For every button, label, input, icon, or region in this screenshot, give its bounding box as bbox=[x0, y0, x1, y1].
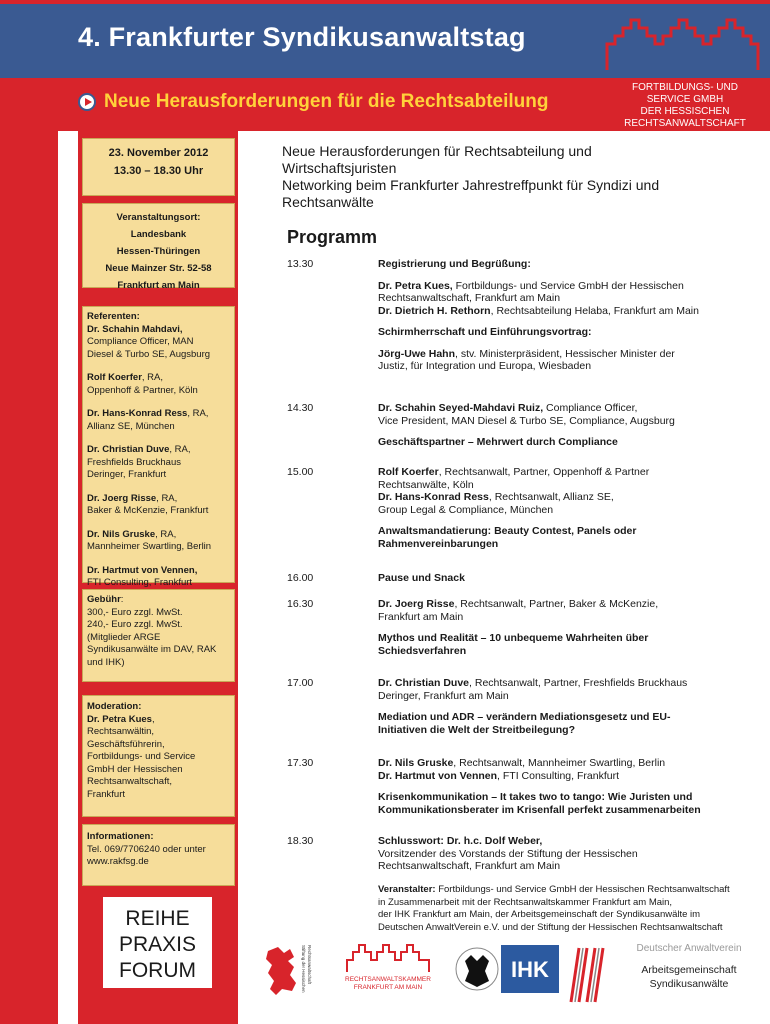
referent-name: Dr. Hans-Konrad Ress bbox=[87, 408, 188, 419]
program-details bbox=[378, 258, 748, 373]
dav-title bbox=[619, 963, 759, 991]
referent-line: Diesel & Turbo SE, Augsburg bbox=[87, 348, 211, 360]
moderation-line: Rechtsanwaltschaft, bbox=[87, 776, 173, 787]
date-box bbox=[82, 138, 235, 196]
veranstalter-line: in Zusammenarbeit mit der Rechtsanwaltskammer Frankfurt am Main, bbox=[378, 896, 673, 908]
veranstalter-block bbox=[378, 884, 763, 934]
referent-name: Dr. Schahin Mahdavi bbox=[87, 323, 180, 335]
intro-line: Wirtschaftsjuristen bbox=[282, 160, 397, 176]
program-spacer bbox=[378, 427, 748, 436]
referent-entry bbox=[87, 372, 230, 385]
referent-suffix: , RA, bbox=[156, 492, 178, 504]
venue-box bbox=[82, 203, 235, 291]
program-text: , Rechtsanwalt, Mannheimer Swartling, Berlin bbox=[453, 757, 666, 769]
program-bold: Dr. Schahin Seyed-Mahdavi Ruiz, bbox=[378, 402, 544, 414]
dav-line: Arbeitsgemeinschaft bbox=[641, 964, 737, 976]
program-bold: Dr. Petra Kues, bbox=[378, 279, 453, 292]
program-text: , stv. Ministerpräsident, Hessischer Minister der bbox=[455, 347, 675, 360]
left-red-edge bbox=[0, 0, 58, 1024]
program-bold: Rahmenvereinbarungen bbox=[378, 537, 499, 550]
program-line bbox=[378, 677, 748, 690]
program-details bbox=[378, 677, 748, 736]
program-line bbox=[378, 504, 748, 517]
venue-label: Veranstaltungsort: bbox=[116, 212, 201, 223]
organizer-block bbox=[600, 78, 770, 131]
veranstalter-label: Veranstalter: bbox=[378, 884, 436, 895]
program-text: , Rechtsanwalt, Partner, Freshfields Bruckhaus bbox=[469, 677, 688, 689]
lion-caption: Rechtsanwaltschaft bbox=[307, 945, 312, 985]
program-line bbox=[378, 724, 748, 737]
referent-entry bbox=[87, 565, 230, 578]
program-line bbox=[378, 848, 748, 861]
program-line bbox=[378, 757, 748, 770]
referent-name: Rolf Koerfer bbox=[87, 372, 142, 383]
page-subtitle: Neue Herausforderungen für die Rechtsabteilung bbox=[104, 91, 549, 112]
program-bold: Mythos und Realität – 10 unbequeme Wahrheiten über bbox=[378, 632, 649, 644]
program-bold: Dr. Hans-Konrad Ress bbox=[378, 491, 489, 503]
program-line bbox=[378, 572, 748, 585]
fee-line: (Mitglieder ARGE bbox=[87, 631, 161, 643]
fee-line: 300,- Euro zzgl. MwSt. bbox=[87, 606, 183, 618]
fee-line: Syndikusanwälte im DAV, RAK bbox=[87, 644, 217, 655]
intro-line: Neue Herausforderungen für Rechtsabteilung und bbox=[282, 143, 592, 159]
moderation-line: Rechtsanwältin, bbox=[87, 726, 155, 737]
program-line bbox=[378, 645, 748, 658]
referent-line: Deringer, Frankfurt bbox=[87, 469, 167, 480]
referent-line: Baker & McKenzie, Frankfurt bbox=[87, 505, 209, 516]
referent-line: FTI Consulting, Frankfurt bbox=[87, 577, 193, 588]
fee-label: Gebühr bbox=[87, 594, 121, 605]
programm-heading: Programm bbox=[287, 227, 378, 247]
program-bold: Pause und Snack bbox=[378, 572, 465, 584]
program-text: Vorsitzender des Vorstands der Stiftung der Hessischen bbox=[378, 847, 638, 860]
program-line bbox=[378, 280, 748, 293]
program-line bbox=[378, 791, 748, 804]
program-line bbox=[378, 611, 748, 624]
skyline-logo-icon bbox=[605, 14, 760, 72]
referent-suffix: , RA, bbox=[169, 444, 191, 455]
program-spacer bbox=[378, 702, 748, 711]
badge-line: FORUM bbox=[119, 959, 196, 982]
program-bold: Anwaltsmandatierung: Beauty Contest, Panels oder bbox=[378, 525, 637, 537]
moderation-line: Frankfurt bbox=[87, 788, 126, 800]
organizer-line: DER HESSISCHEN bbox=[640, 106, 730, 117]
dav-syndikus-logo bbox=[619, 943, 759, 1001]
referent-line: Oppenhoff & Partner, Köln bbox=[87, 384, 198, 396]
program-details bbox=[378, 835, 748, 873]
program-line bbox=[378, 305, 748, 318]
program-text: Deringer, Frankfurt am Main bbox=[378, 689, 509, 702]
program-time: 17.00 bbox=[287, 677, 314, 689]
program-text: Justiz, für Integration und Europa, Wiesbaden bbox=[378, 360, 592, 372]
referent-name: Dr. Christian Duve bbox=[87, 444, 170, 455]
moderation-box: Moderation: Dr. Petra Kues, Rechtsanwältin, Geschäftsführerin, Fortbildungs- und Service GmbH der Hessischen Rechtsanwaltschaft, Frankfurt bbox=[82, 695, 235, 817]
badge-line: REIHE bbox=[125, 907, 190, 930]
referent-suffix: , bbox=[179, 323, 183, 335]
venue-line: Neue Mainzer Str. 52-58 bbox=[105, 263, 212, 274]
fee-line: und IHK) bbox=[87, 656, 125, 668]
program-text: , Rechtsabteilung Helaba, Frankfurt am Main bbox=[490, 304, 699, 317]
intro-line: Rechtsanwälte bbox=[282, 194, 374, 210]
program-time: 14.30 bbox=[287, 402, 314, 414]
program-text: , Rechtsanwalt, Partner, Baker & McKenzie, bbox=[454, 598, 659, 610]
program-text: Compliance Officer, bbox=[543, 402, 638, 414]
organizer-line: RECHTSANWALTSCHAFT bbox=[624, 118, 746, 129]
referent-suffix: , bbox=[194, 564, 198, 576]
program-bold: Geschäftspartner – Mehrwert durch Compliance bbox=[378, 436, 618, 448]
info-phone: Tel. 069/7706240 oder unter bbox=[87, 843, 206, 855]
program-bold: Mediation und ADR – verändern Mediationsgesetz und EU- bbox=[378, 711, 671, 723]
program-spacer bbox=[378, 271, 748, 280]
program-spacer bbox=[378, 317, 748, 326]
hessen-lion-logo-icon bbox=[262, 941, 310, 1003]
moderation-name: Dr. Petra Kues bbox=[87, 713, 152, 725]
info-website-link[interactable]: www.rakfsg.de bbox=[87, 856, 149, 867]
referent-name: Dr. Hartmut von Vennen bbox=[87, 564, 195, 576]
program-bold: Registrierung und Begrüßung: bbox=[378, 258, 531, 270]
venue-line: Landesbank bbox=[130, 229, 187, 240]
program-line bbox=[378, 436, 748, 449]
program-bold: Schirmherrschaft und Einführungsvortrag: bbox=[378, 326, 592, 338]
venue-line: Hessen-Thüringen bbox=[116, 246, 201, 257]
referent-entry bbox=[87, 408, 230, 421]
referent-entry bbox=[87, 324, 230, 337]
referent-suffix: , RA, bbox=[155, 528, 177, 540]
program-bold: Dr. Joerg Risse bbox=[378, 598, 455, 610]
referent-line: Mannheimer Swartling, Berlin bbox=[87, 541, 212, 552]
referent-entry bbox=[87, 493, 230, 506]
referents-label: Referenten: bbox=[87, 311, 140, 322]
program-bold: Dr. Dietrich H. Rethorn bbox=[378, 304, 491, 317]
intro-text bbox=[282, 143, 742, 211]
program-text: , FTI Consulting, Frankfurt bbox=[497, 769, 619, 782]
badge-line: PRAXIS bbox=[118, 933, 197, 956]
referent-name: Dr. Nils Gruske bbox=[87, 528, 156, 540]
program-line bbox=[378, 835, 748, 848]
program-bold: Rolf Koerfer bbox=[378, 466, 439, 478]
program-line bbox=[378, 360, 748, 373]
program-time: 17.30 bbox=[287, 757, 314, 769]
program-text: , Rechtsanwalt, Partner, Oppenhoff & Partner bbox=[438, 466, 650, 478]
program-bold: Dr. Christian Duve bbox=[378, 677, 470, 689]
program-text: , Rechtsanwalt, Allianz SE, bbox=[488, 491, 614, 503]
program-bold: Dr. Nils Gruske bbox=[378, 757, 454, 769]
program-line bbox=[378, 258, 748, 271]
program-details bbox=[378, 572, 748, 585]
program-bold: Kommunikationsberater im Krisenfall perfekt zusammenarbeiten bbox=[378, 803, 701, 816]
event-time: 13.30 – 18.30 Uhr bbox=[113, 165, 204, 177]
program-text: Fortbildungs- und Service GmbH der Hessischen bbox=[452, 279, 684, 292]
reihe-praxis-forum-badge bbox=[100, 894, 215, 991]
program-line bbox=[378, 348, 748, 361]
program-line bbox=[378, 402, 748, 415]
referent-entry bbox=[87, 529, 230, 542]
rak-caption: RECHTSANWALTSKAMMER bbox=[345, 976, 431, 983]
program-line bbox=[378, 690, 748, 703]
rak-frankfurt-logo-icon bbox=[345, 942, 431, 992]
play-arrow-icon bbox=[78, 93, 96, 111]
program-line bbox=[378, 415, 748, 428]
program-bold: Schlusswort: Dr. h.c. Dolf Weber, bbox=[378, 835, 543, 847]
organizer-line: SERVICE GMBH bbox=[646, 94, 724, 105]
veranstalter-line: der IHK Frankfurt am Main, der Arbeitsgemeinschaft der Syndikusanwälte im bbox=[378, 909, 701, 920]
program-spacer bbox=[378, 782, 748, 791]
organizer-line: FORTBILDUNGS- UND bbox=[632, 82, 738, 93]
program-time: 16.00 bbox=[287, 572, 314, 584]
veranstalter-line: Deutschen AnwaltVerein e.V. und der Stiftung der Hessischen Rechtsanwaltschaft bbox=[378, 921, 723, 933]
program-line bbox=[378, 491, 748, 504]
program-time: 13.30 bbox=[287, 258, 314, 270]
program-line bbox=[378, 326, 748, 339]
program-line bbox=[378, 711, 748, 724]
dav-line: Syndikusanwälte bbox=[649, 978, 729, 990]
intro-line: Networking beim Frankfurter Jahrestreffpunkt für Syndizi und bbox=[282, 177, 660, 193]
page-title: 4. Frankfurter Syndikusanwaltstag bbox=[78, 22, 526, 52]
program-time: 15.00 bbox=[287, 466, 314, 478]
program-bold: Initiativen die Welt der Streitbeilegung? bbox=[378, 723, 575, 736]
program-bold: Krisenkommunikation – It takes two to tango: Wie Juristen und bbox=[378, 791, 693, 803]
referent-name: Dr. Joerg Risse bbox=[87, 492, 157, 504]
program-time: 18.30 bbox=[287, 835, 314, 847]
referent-line: Allianz SE, München bbox=[87, 420, 175, 432]
fee-line: 240,- Euro zzgl. MwSt. bbox=[87, 619, 183, 630]
program-text: Rechtsanwälte, Köln bbox=[378, 478, 474, 491]
info-box bbox=[82, 824, 235, 886]
program-spacer bbox=[378, 516, 748, 525]
program-line bbox=[378, 860, 748, 873]
ihk-logo-icon bbox=[455, 943, 560, 995]
referent-entry bbox=[87, 444, 230, 457]
info-label: Informationen: bbox=[87, 831, 154, 842]
program-details bbox=[378, 598, 748, 657]
program-text: Frankfurt am Main bbox=[378, 610, 464, 623]
program-line bbox=[378, 538, 748, 551]
program-line bbox=[378, 466, 748, 479]
fee-box: Gebühr: 300,- Euro zzgl. MwSt. 240,- Euro zzgl. MwSt. (Mitglieder ARGE Syndikusanwälte im DAV, RAK und IHK) bbox=[82, 589, 235, 682]
program-line bbox=[378, 292, 748, 305]
program-text: Rechtsanwaltschaft, Frankfurt am Main bbox=[378, 860, 561, 872]
moderation-line: GmbH der Hessischen bbox=[87, 763, 183, 775]
veranstalter-line: Fortbildungs- und Service GmbH der Hessischen Rechtsanwaltschaft bbox=[435, 884, 730, 895]
program-details bbox=[378, 466, 748, 550]
program-bold: Dr. Hartmut von Vennen bbox=[378, 769, 498, 782]
event-date: 23. November 2012 bbox=[108, 147, 209, 159]
referent-line: Compliance Officer, MAN bbox=[87, 336, 194, 347]
moderation-label: Moderation: bbox=[87, 701, 142, 712]
program-text: Group Legal & Compliance, München bbox=[378, 503, 554, 516]
dav-caption: Deutscher Anwaltverein bbox=[636, 943, 742, 954]
moderation-line: Fortbildungs- und Service bbox=[87, 751, 196, 762]
lion-caption: Stiftung der Hessischen bbox=[301, 945, 306, 993]
program-bold: Jörg-Uwe Hahn bbox=[378, 347, 456, 360]
rak-caption: FRANKFURT AM MAIN bbox=[353, 984, 423, 991]
program-bold: Schiedsverfahren bbox=[378, 644, 467, 657]
program-spacer bbox=[378, 339, 748, 348]
program-details bbox=[378, 402, 748, 449]
program-line bbox=[378, 632, 748, 645]
program-line bbox=[378, 479, 748, 492]
program-text: Vice President, MAN Diesel & Turbo SE, Compliance, Augsburg bbox=[378, 414, 675, 427]
program-spacer bbox=[378, 623, 748, 632]
program-line bbox=[378, 598, 748, 611]
program-time: 16.30 bbox=[287, 598, 314, 610]
moderation-line: Geschäftsführerin, bbox=[87, 738, 165, 750]
ihk-label: IHK bbox=[511, 957, 549, 982]
referent-line: Freshfields Bruckhaus bbox=[87, 456, 181, 468]
venue-line: Frankfurt am Main bbox=[117, 280, 200, 291]
program-line bbox=[378, 804, 748, 817]
referents-box bbox=[82, 306, 235, 588]
program-text: Rechtsanwaltschaft, Frankfurt am Main bbox=[378, 292, 561, 304]
referent-suffix: , RA, bbox=[141, 372, 164, 383]
program-line bbox=[378, 770, 748, 783]
program-details bbox=[378, 757, 748, 816]
justice-stripes-logo-icon bbox=[567, 940, 613, 1010]
program-line bbox=[378, 525, 748, 538]
referent-suffix: , RA, bbox=[187, 408, 209, 419]
